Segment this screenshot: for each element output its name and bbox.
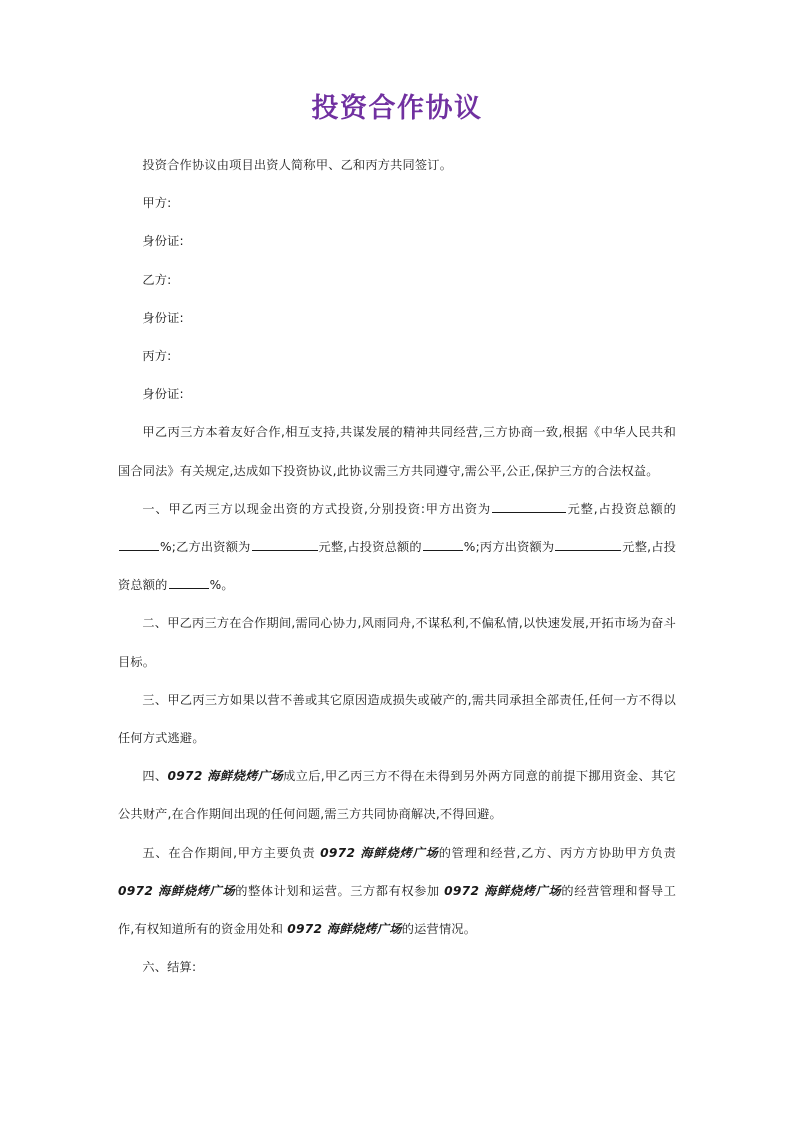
- venue-name-emphasis: 0972 海鲜烧烤广场: [167, 769, 284, 784]
- amount-blank-party-a[interactable]: [492, 499, 566, 513]
- clause-five-segment-4: 的经营管理和督导工作,有权知道所有的资金用处和: [118, 883, 676, 937]
- clause-two: 二、甲乙丙三方在合作期间,需同心协力,风雨同舟,不谋私利,不偏私情,以快速发展,开拓市场为奋斗目标。: [118, 616, 676, 669]
- clause-five-segment-1: 在合作期间,甲方主要负责: [168, 845, 321, 860]
- percent-blank-party-c[interactable]: [169, 575, 209, 589]
- party-b-label: 乙方:: [142, 272, 172, 287]
- clause-four-body: 成立后,甲乙丙三方不得在未得到另外两方同意的前提下挪用资金、其它公共财产,在合作期间出现的任何问题,需三方共同协商解决,不得回避。: [118, 769, 677, 822]
- clause-one-segment-7: %。: [209, 578, 234, 593]
- clause-four-marker: 四、: [142, 769, 168, 784]
- clause-five-segment-3: 的整体计划和运营。三方都有权参加: [235, 883, 445, 898]
- party-a-label: 甲方:: [142, 196, 172, 211]
- page-title: 投资合作协议: [311, 93, 483, 124]
- clause-three: 三、甲乙丙三方如果以营不善或其它原因造成损失或破产的,需共同承担全部责任,任何一方不得以任何方式逃避。: [118, 692, 676, 746]
- venue-name-emphasis: 0972 海鲜烧烤广场: [287, 922, 402, 937]
- document-body: [118, 146, 676, 986]
- paragraph-preamble: 甲乙丙三方本着友好合作,相互支持,共谋发展的精神共同经营,三方协商一致,根据《中华人民共和国合同法》有关规定,达成如下投资协议,此协议需三方共同遵守,需公平,公正,保护三方的合法权益。: [118, 425, 676, 478]
- percent-blank-party-b[interactable]: [423, 537, 463, 551]
- venue-name-emphasis: 0972 海鲜烧烤广场: [320, 845, 439, 860]
- clause-four: [118, 757, 676, 833]
- party-a-id-label: 身份证:: [142, 234, 184, 249]
- party-b-id-label: 身份证:: [142, 310, 184, 325]
- venue-name-emphasis: 0972 海鲜烧烤广场: [444, 883, 562, 898]
- clause-five-segment-5: 的运营情况。: [401, 922, 477, 937]
- clause-one: [118, 490, 676, 605]
- clause-five-marker: 五、: [142, 845, 169, 860]
- amount-blank-party-b[interactable]: [252, 537, 318, 551]
- venue-name-emphasis: 0972 海鲜烧烤广场: [118, 883, 236, 898]
- clause-five-segment-2: 的管理和经营,乙方、丙方方协助甲方负责: [438, 845, 676, 860]
- party-c-label: 丙方:: [142, 349, 172, 364]
- clause-one-segment-6: 元整,占投资总额的: [118, 540, 676, 593]
- clause-one-segment-4: 元整,占投资总额的: [318, 540, 422, 555]
- clause-one-segment-5: %;丙方出资额为: [463, 540, 555, 555]
- clause-one-segment-1: 甲乙丙三方以现金出资的方式投资,分别投资:甲方出资为: [168, 501, 491, 516]
- clause-one-segment-2: 元整,占投资总额的: [566, 501, 676, 516]
- paragraph-intro: 投资合作协议由项目出资人简称甲、乙和丙方共同签订。: [142, 158, 453, 172]
- amount-blank-party-c[interactable]: [555, 537, 621, 551]
- clause-five: [118, 834, 676, 949]
- party-c-id-label: 身份证:: [142, 387, 184, 402]
- clause-six: 六、结算:: [142, 960, 197, 975]
- clause-one-marker: 一、: [142, 501, 169, 516]
- clause-one-segment-3: %;乙方出资额为: [160, 540, 251, 555]
- percent-blank-party-a[interactable]: [119, 537, 159, 551]
